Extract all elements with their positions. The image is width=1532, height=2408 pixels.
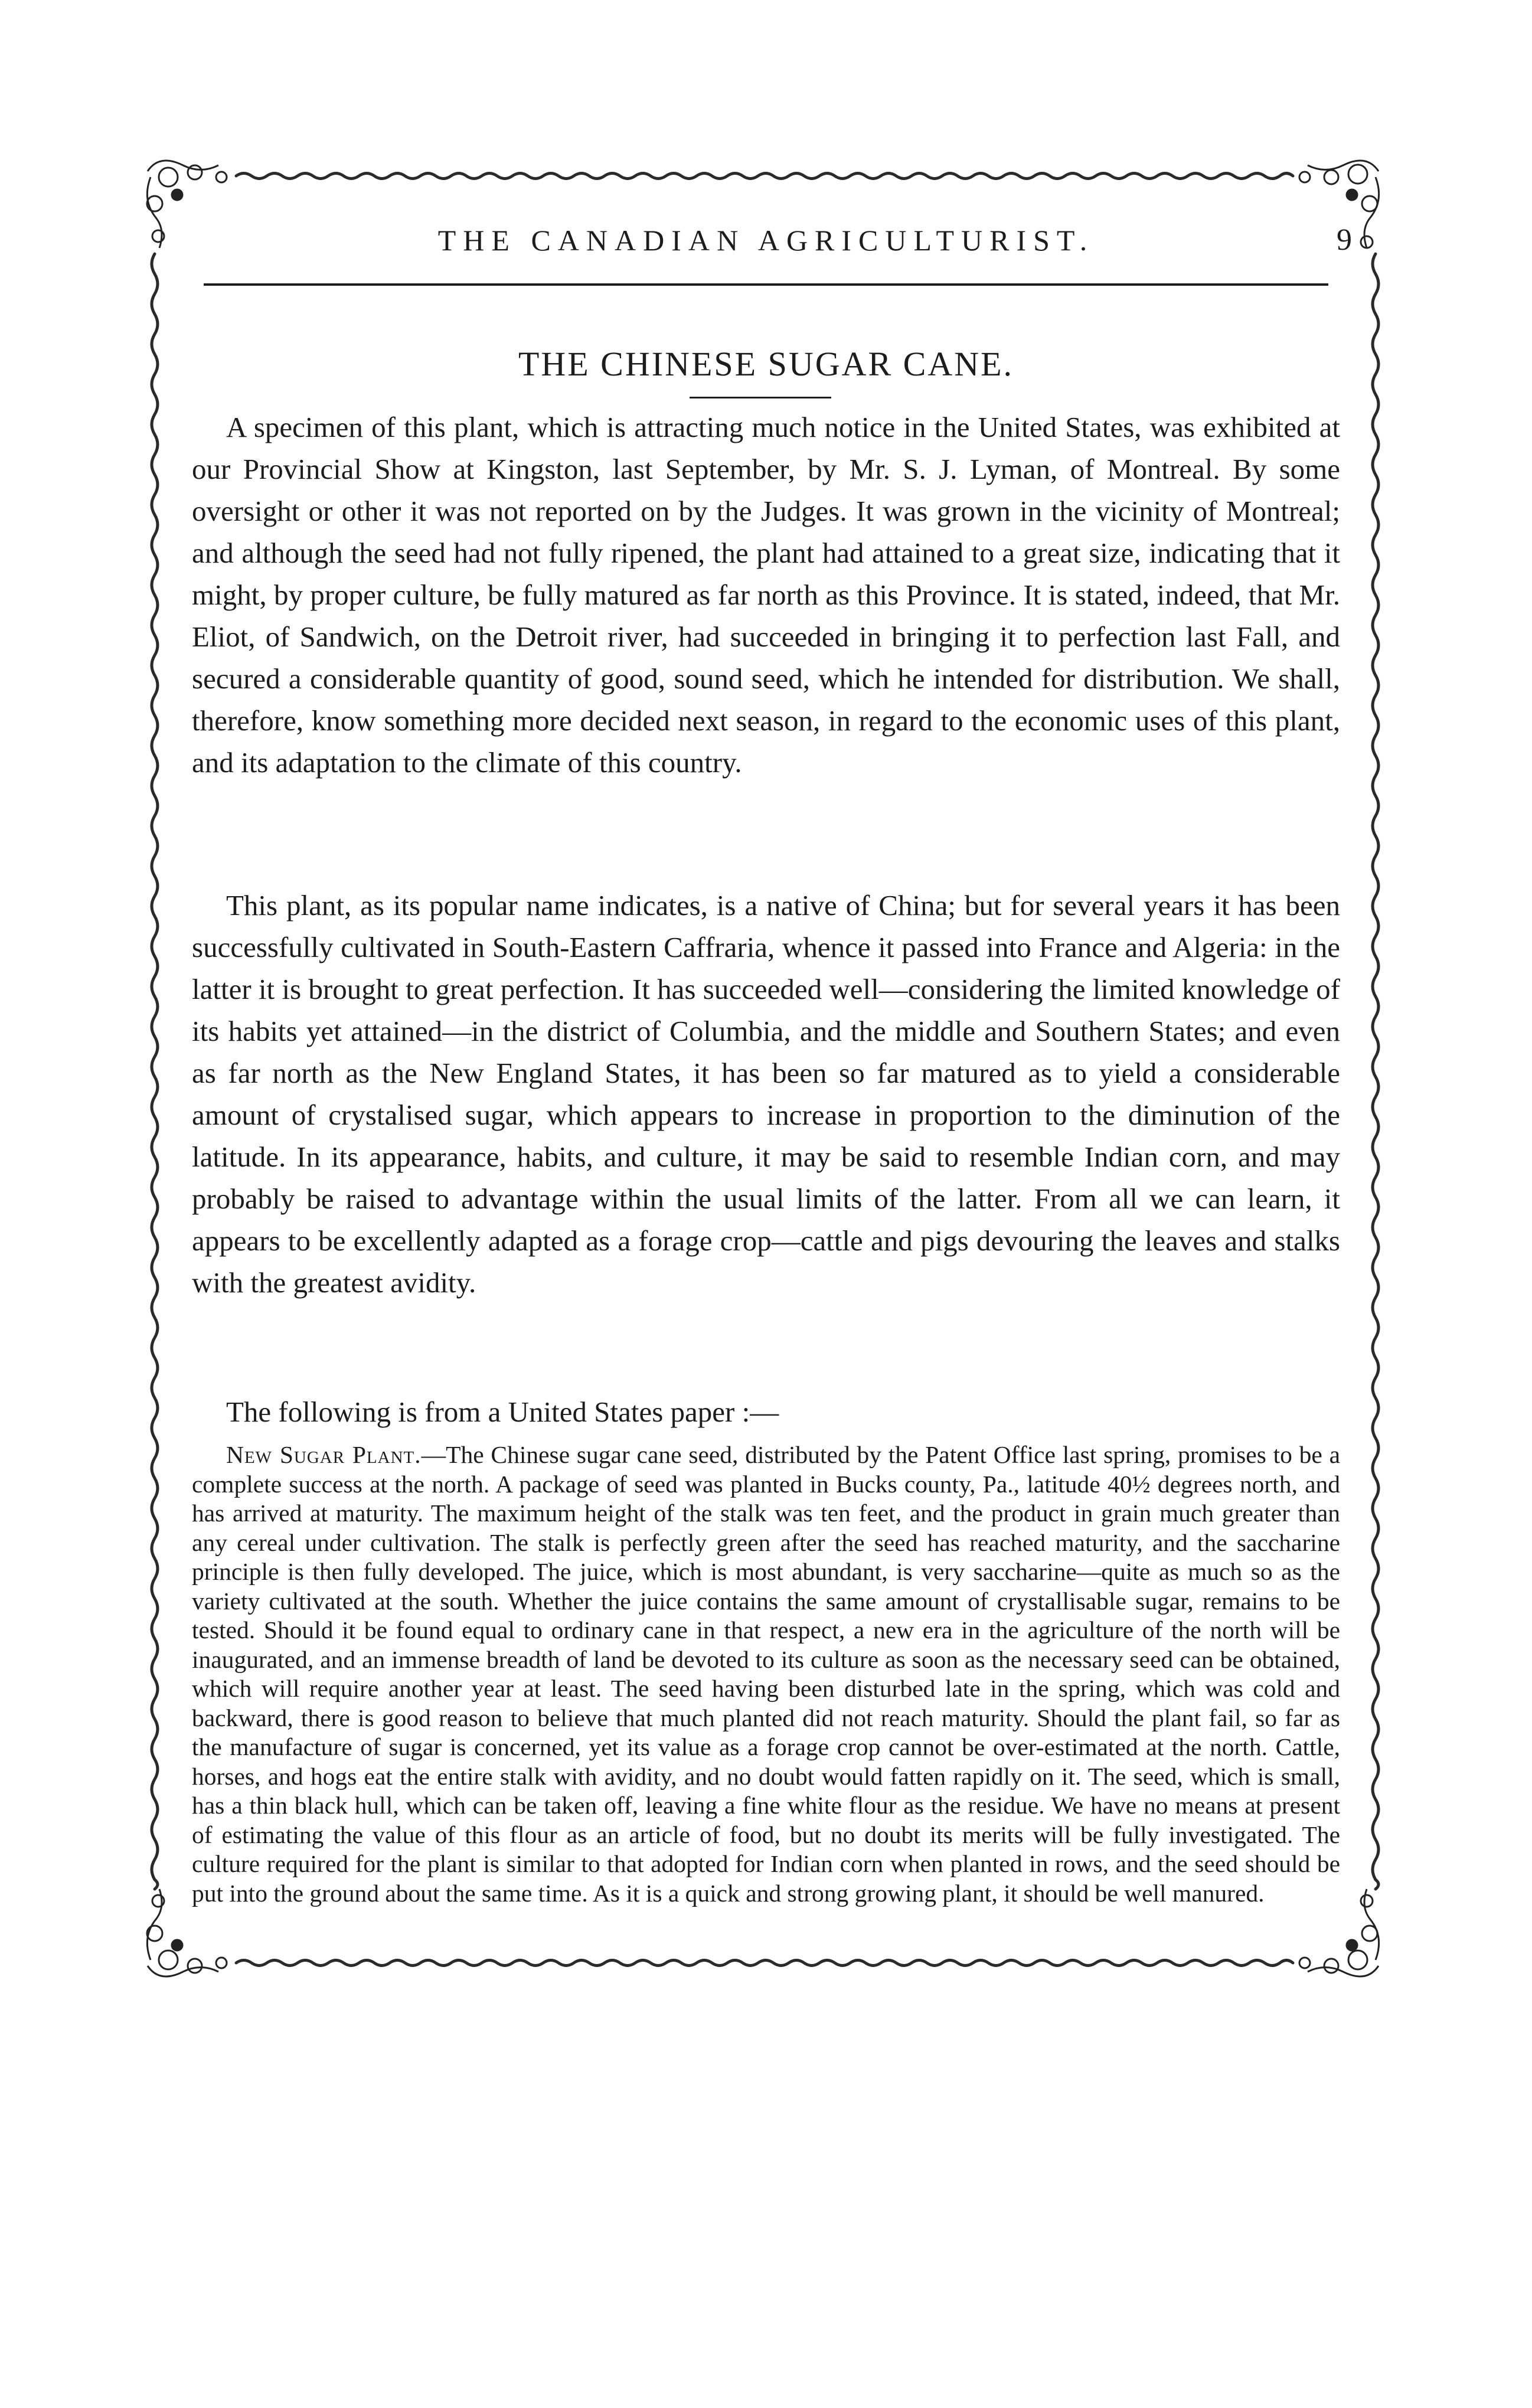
quoted-article (192, 1440, 1340, 1908)
body-paragraph: This plant, as its popular name indicates, is a native of China; but for several years it has been successfully cultivated in South-Eastern Caffraria, whence it passed into France and Algeria: in the latter it is brought to great perfection. It has succeeded well—considering the limited knowledge of its habits yet attained—in the district of Columbia, and the middle and Southern States; and even as far north as the New England States, it has been so far matured as to yield a considerable amount of crystalised sugar, which appears to increase in proportion to the diminution of the latitude. In its appearance, habits, and culture, it may be said to resemble Indian corn, and may probably be raised to advantage within the usual limits of the latter. From all we can learn, it appears to be excellently adapted as a forage crop—cattle and pigs devouring the leaves and stalks with the greatest avidity. (192, 889, 1340, 1299)
running-title: THE CANADIAN AGRICULTURIST. (437, 224, 1095, 257)
title-rule (690, 397, 831, 398)
quoted-article-lead: New Sugar Plant. (226, 1441, 422, 1468)
body-paragraph: A specimen of this plant, which is attracting much notice in the United States, was exhibited at our Provincial Show at Kingston, last September, by Mr. S. J. Lyman, of Montreal. By some oversight or other it was not reported on by the Judges. It was grown in the vicinity of Montreal; and although the seed had not fully ripened, the plant had attained to a great size, indicating that it might, by proper culture, be fully matured as far north as this Province. It is stated, indeed, that Mr. Eliot, of Sandwich, on the Detroit river, had succeeded in bringing it to perfection last Fall, and secured a considerable quantity of good, sound seed, which he intended for distribution. We shall, therefore, know something more decided next season, in regard to the economic uses of this plant, and its adaptation to the climate of this country. (192, 411, 1340, 779)
header-rule (204, 283, 1328, 286)
page-number: 9 (1337, 223, 1352, 257)
body-paragraph: The following is from a United States paper :— (226, 1396, 779, 1428)
running-head (204, 220, 1352, 261)
article-title: THE CHINESE SUGAR CANE. (518, 345, 1014, 383)
quoted-article-text: —The Chinese sugar cane seed, distributed by the Patent Office last spring, promises to be a complete success at the north. A package of seed was planted in Bucks county, Pa., latitude 40½ degrees north, and has arrived at maturity. The maximum height of the stalk was ten feet, and the product in grain much greater than any cereal under cultivation. The stalk is perfectly green after the seed has reached maturity, and the saccharine principle is then fully developed. The juice, which is most abundant, is very saccharine—quite as much so as the variety cultivated at the south. Whether the juice contains the same amount of crystallisable sugar, remains to be tested. Should it be found equal to ordinary cane in that respect, a new era in the agriculture of the north will be inaugurated, and an immense breadth of land be devoted to its culture as soon as the necessary seed can be obtained, which will require another year at least. The seed having been disturbed late in the spring, which was cold and backward, there is good reason to believe that much planted did not reach maturity. Should the plant fail, so far as the manufacture of sugar is concerned, yet its value as a forage crop cannot be over-estimated at the north. Cattle, horses, and hogs eat the entire stalk with avidity, and no doubt would fatten rapidly on it. The seed, which is small, has a thin black hull, which can be taken off, leaving a fine white flour as the residue. We have no means at present of estimating the value of this flour as an article of food, but no doubt its merits will be fully investigated. The culture required for the plant is similar to that adopted for Indian corn when planted in rows, and the seed should be put into the ground about the same time. As it is a quick and strong growing plant, it should be well manured. (192, 1441, 1341, 1907)
